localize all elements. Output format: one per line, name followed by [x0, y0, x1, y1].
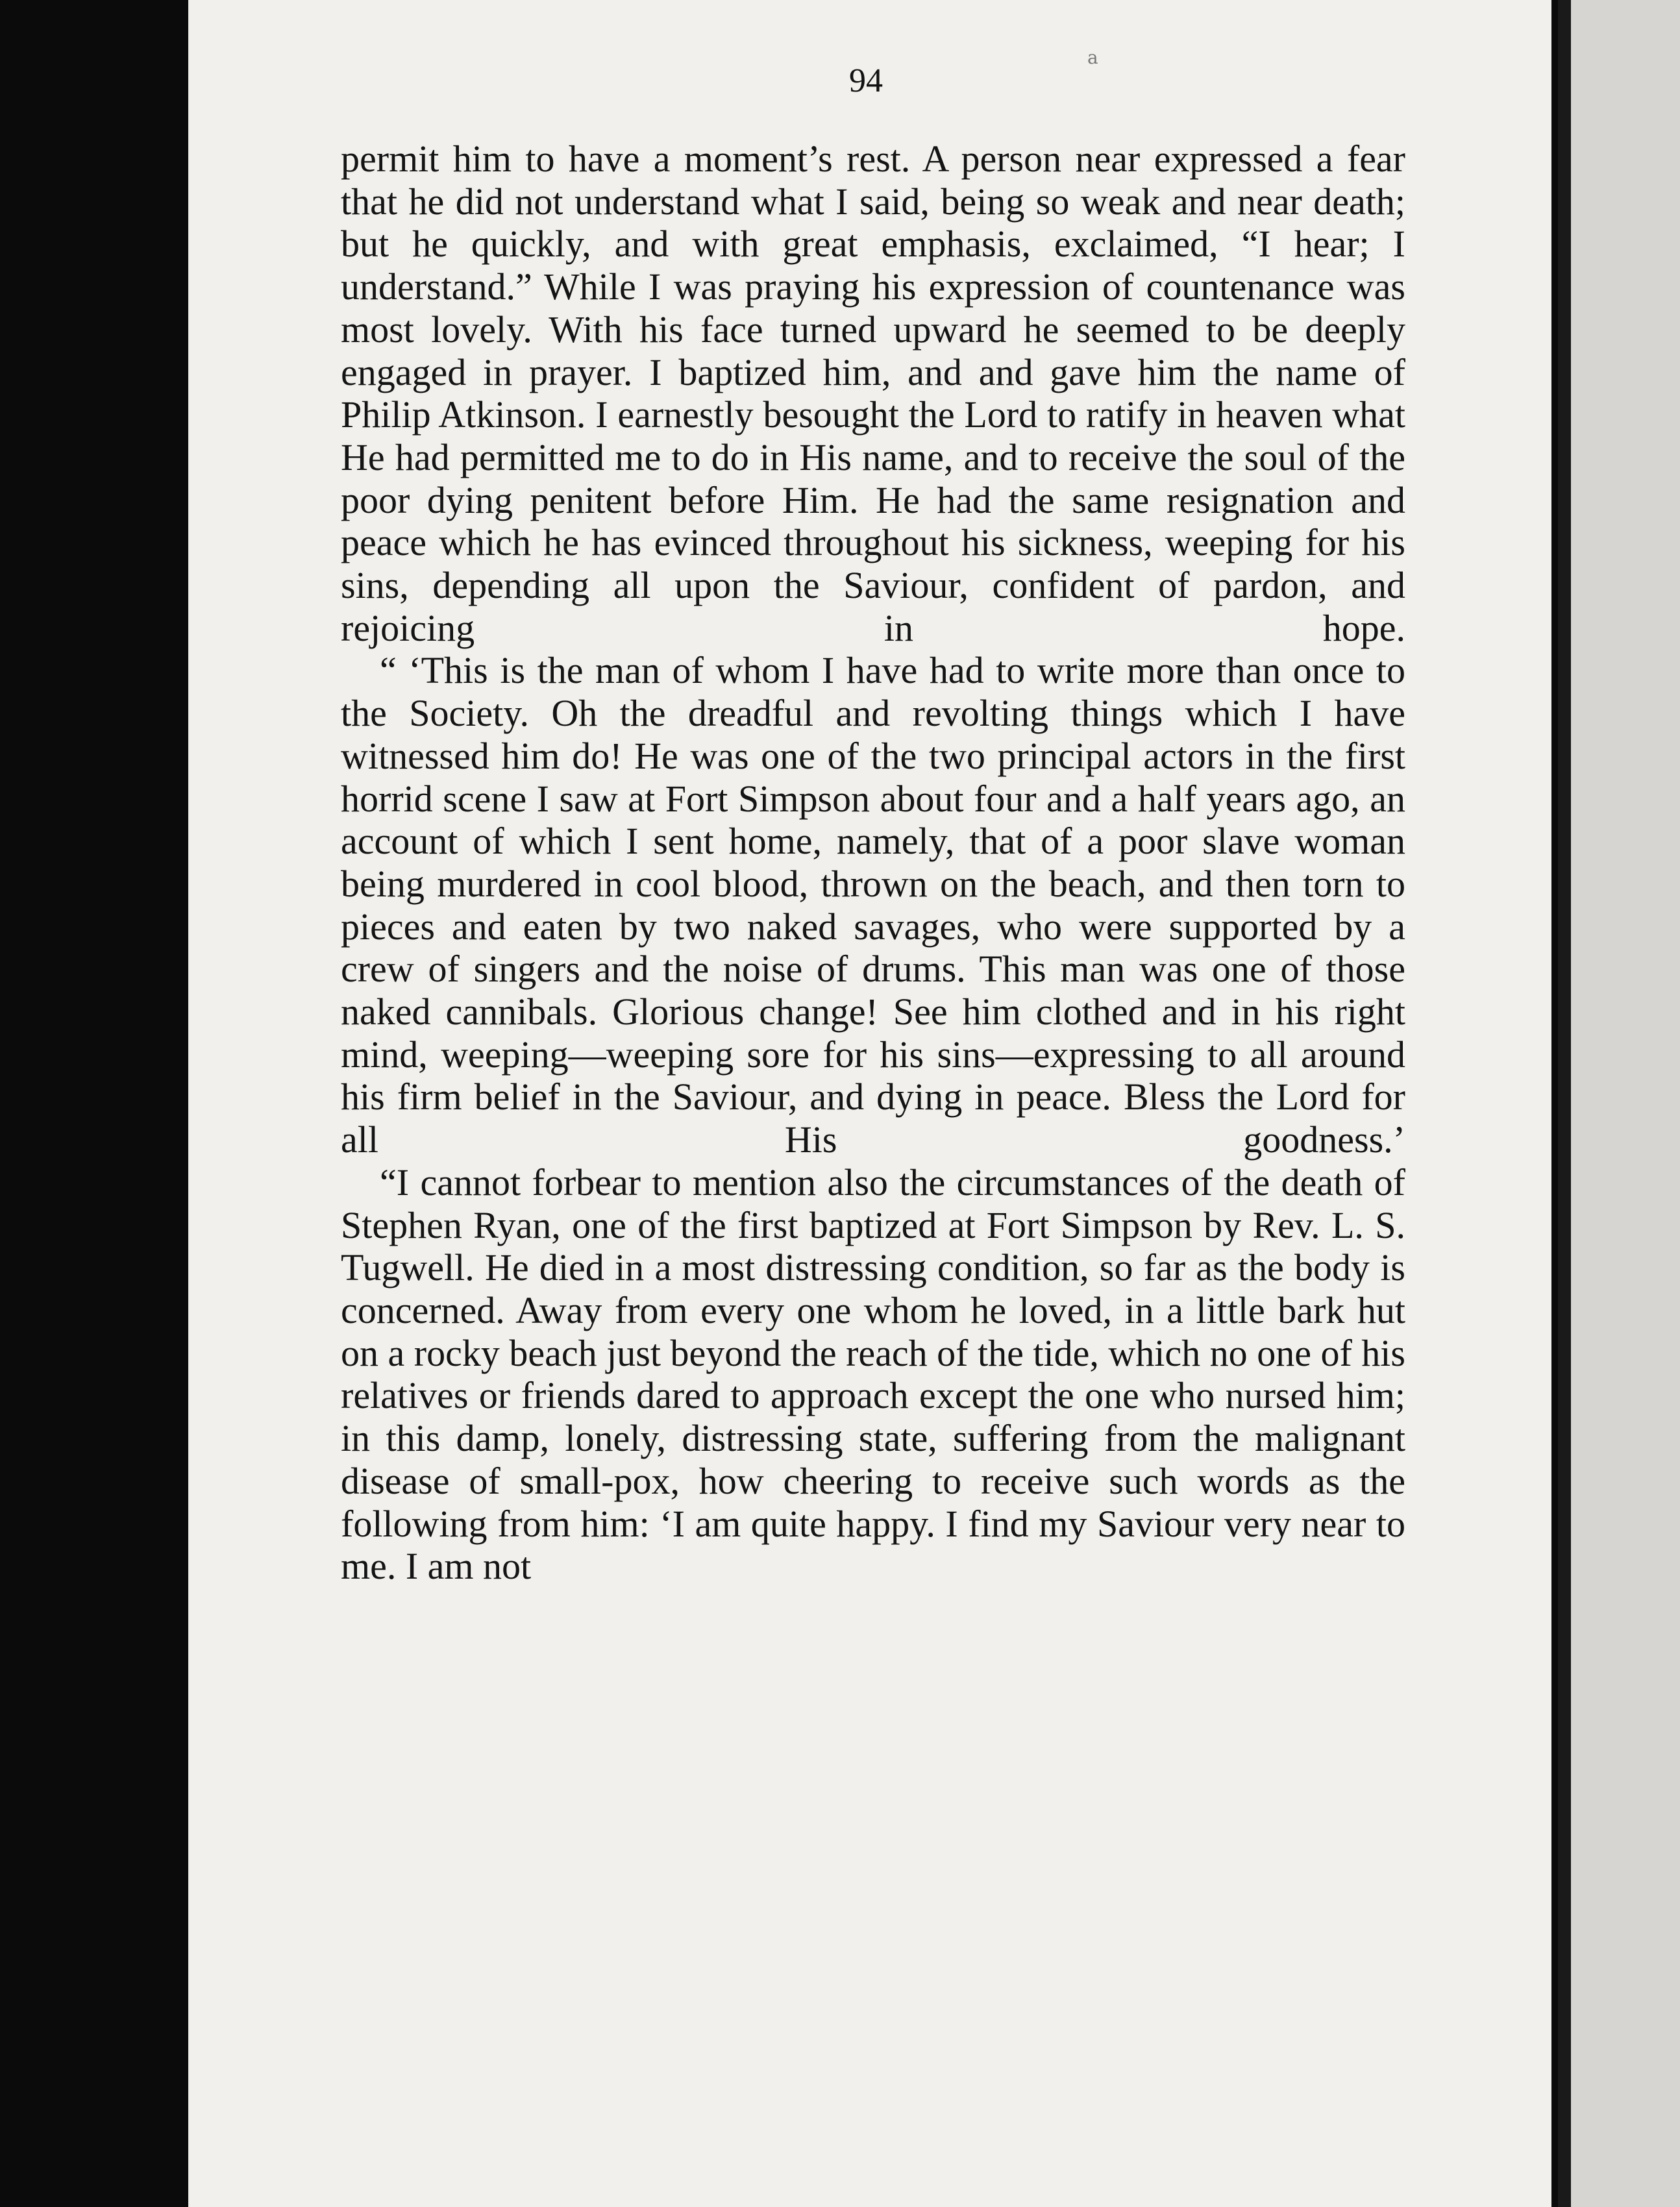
stray-mark: a — [1087, 47, 1098, 68]
body-text — [341, 138, 1405, 1588]
page-gutter — [1558, 0, 1571, 2207]
paragraph-3: “I cannot forbear to mention also the circumstances of the death of Stephen Ryan, one of the first baptized at Fort Simpson by Rev. L. S. Tugwell. He died in a most distressing condition, so far as the body is concerned. Away from every one whom he loved, in a little bark hut on a rocky beach just beyond the reach of the tide, which no one of his relatives or friends dared to approach except the one who nursed him; in this damp, lonely, distressing state, suffering from the malignant disease of small-pox, how cheering to receive such words as the following from him: ‘I am quite happy. I find my Saviour very near to me. I am not — [341, 1161, 1405, 1588]
paragraph-1: permit him to have a moment’s rest. A person near expressed a fear that he did not understand what I said, being so weak and near death; but he quickly, and with great emphasis, exclaimed, “I hear; I understand.” While I was praying his expression of countenance was most lovely. With his face turned upward he seemed to be deeply engaged in prayer. I baptized him, and and gave him the name of Philip Atkinson. I earnestly besought the Lord to ratify in heaven what He had permitted me to do in His name, and to receive the soul of the poor dying penitent before Him. He had the same resignation and peace which he has evinced throughout his sickness, weeping for his sins, depending all upon the Saviour, confident of pardon, and rejoicing in hope. — [341, 138, 1405, 649]
page-number: 94 — [849, 62, 883, 99]
adjacent-page-edge — [1571, 0, 1680, 2207]
paragraph-2: “ ‘This is the man of whom I have had to write more than once to the Society. Oh the dreadful and revolting things which I have witnessed him do! He was one of the two principal actors in the first horrid scene I saw at Fort Simpson about four and a half years ago, an account of which I sent home, namely, that of a poor slave woman being murdered in cool blood, thrown on the beach, and then torn to pieces and eaten by two naked savages, who were supported by a crew of singers and the noise of drums. This man was one of those naked cannibals. Glorious change! See him clothed and in his right mind, weeping—weeping sore for his sins—expressing to all around his firm belief in the Saviour, and dying in peace. Bless the Lord for all His goodness.’ — [341, 649, 1405, 1161]
